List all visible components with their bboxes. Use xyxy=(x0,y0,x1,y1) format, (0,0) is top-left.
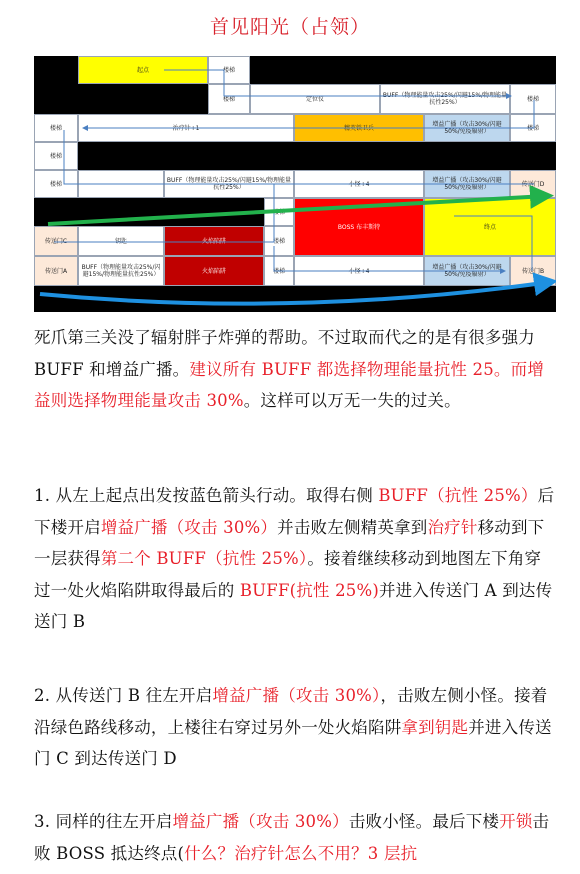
route-arrows xyxy=(34,56,556,312)
heal-needle-cell: 治疗针+1 xyxy=(78,114,294,142)
step1-highlight: 治疗针 xyxy=(427,517,478,537)
step2-highlight: 增益广播（攻击 30%） xyxy=(212,686,381,705)
portal-b-cell: 传送门B xyxy=(510,256,556,286)
step3-highlight: 开锁 xyxy=(499,812,533,831)
start-cell: 起点 xyxy=(78,56,208,84)
step3-text: 击败 BOSS 抵达终点( xyxy=(34,812,550,863)
stairs-cell: 楼梯 xyxy=(208,56,250,84)
step3-text: 3. 同样的往左开启 xyxy=(34,812,173,831)
portal-c-cell: 传送门C xyxy=(34,226,78,256)
stairs-cell: 楼梯 xyxy=(34,142,78,170)
boost-cell: 增益广播（攻击30%/闪避50%/免疫辐射） xyxy=(424,256,510,286)
step1-highlight: 第二个 BUFF（抗性 25%） xyxy=(100,549,308,568)
step1-text: 1. 从左上起点出发按蓝色箭头行动。取得右侧 xyxy=(34,486,379,505)
step1-text: 后下楼开启 xyxy=(34,486,555,537)
step3-text: 击败小怪。最后下楼 xyxy=(348,812,500,831)
step-1-paragraph xyxy=(34,480,556,638)
step2-highlight: 拿到钥匙 xyxy=(401,717,469,737)
page-title: 首见阳光（占领） xyxy=(209,16,370,38)
step1-highlight: BUFF（抗性 25%） xyxy=(378,486,538,505)
step1-text: 移动到下一层获得 xyxy=(34,517,545,568)
portal-a-cell: 传送门A xyxy=(34,256,78,286)
key-cell: 钥匙 xyxy=(78,226,164,256)
step2-text: 并进入传送门 C 到达传送门 D xyxy=(34,717,552,768)
intro-paragraph xyxy=(34,322,556,417)
stairs-cell: 楼梯 xyxy=(208,84,250,114)
buff-cell: BUFF（物理能量攻击25%/闪避15%/物理能量抗性25%） xyxy=(164,170,294,198)
intro-text: 死爪第三关没了辐射胖子炸弹的帮助。不过取而代之的是有很多强力 BUFF 和增益广播。 xyxy=(34,328,535,379)
green-arrow xyxy=(48,196,546,224)
step2-text: 2. 从传送门 B 往左开启 xyxy=(34,686,213,705)
locator-cell: 定位仪 xyxy=(250,84,380,114)
end-cell: 终点 xyxy=(424,198,556,256)
step-3-paragraph xyxy=(34,806,556,869)
stairs-cell: 楼梯 xyxy=(34,114,78,142)
stairs-cell: 楼梯 xyxy=(510,114,556,142)
step1-highlight: 增益广播（攻击 30%） xyxy=(100,517,278,537)
step3-highlight: 增益广播（攻击 30%） xyxy=(172,812,349,831)
step1-highlight: BUFF(抗性 25%) xyxy=(239,580,379,600)
boost-cell: 增益广播（攻击30%/闪避50%/免疫辐射） xyxy=(424,170,510,198)
minion-cell: 小怪+4 xyxy=(294,170,424,198)
blue-arrow xyxy=(40,282,550,304)
step2-text: ，击败左侧小怪。接着沿绿色路线移动，上楼往右穿过另外一处火焰陷阱 xyxy=(34,686,548,737)
blue-path-lines xyxy=(54,70,534,271)
stairs-cell: 楼梯 xyxy=(264,256,294,286)
intro-text-end: 。这样可以万无一失的过关。 xyxy=(243,391,461,410)
level-map xyxy=(34,56,556,312)
elite-cell: 精英铁卫兵 xyxy=(294,114,424,142)
step1-text: 并击败左侧精英拿到 xyxy=(277,517,428,537)
boost-cell: 增益广播（攻击30%/闪避50%/免疫辐射） xyxy=(424,114,510,142)
step-2-paragraph xyxy=(34,680,556,775)
stairs-cell: 楼梯 xyxy=(264,226,294,256)
buff-cell: BUFF（物理能量攻击25%/闪避15%/物理能量抗性25%） xyxy=(380,84,510,114)
fire-trap-cell: 火焰陷阱 xyxy=(164,226,264,256)
boss-cell: BOSS 布丰斯特 xyxy=(294,198,424,256)
step3-highlight: 什么？治疗针怎么不用？3 层抗 xyxy=(184,843,418,863)
step1-text: 并进入传送门 A 到达传送门 B xyxy=(34,580,553,631)
stairs-cell: 楼梯 xyxy=(34,170,78,198)
portal-d-cell: 传送门D xyxy=(510,170,556,198)
stairs-cell: 楼梯 xyxy=(510,84,556,114)
minion-cell: 小怪+4 xyxy=(294,256,424,286)
step1-text: 。接着继续移动到地图左下角穿过一处火焰陷阱取得最后的 xyxy=(34,549,542,600)
fire-trap-cell: 火焰陷阱 xyxy=(164,256,264,286)
intro-recommendation: 建议所有 BUFF 都选择物理能量抗性 25。而增益则选择物理能量攻击 30% xyxy=(34,359,545,410)
buff-cell: BUFF（物理能量攻击25%/闪避15%/物理能量抗性25%） xyxy=(78,256,164,286)
